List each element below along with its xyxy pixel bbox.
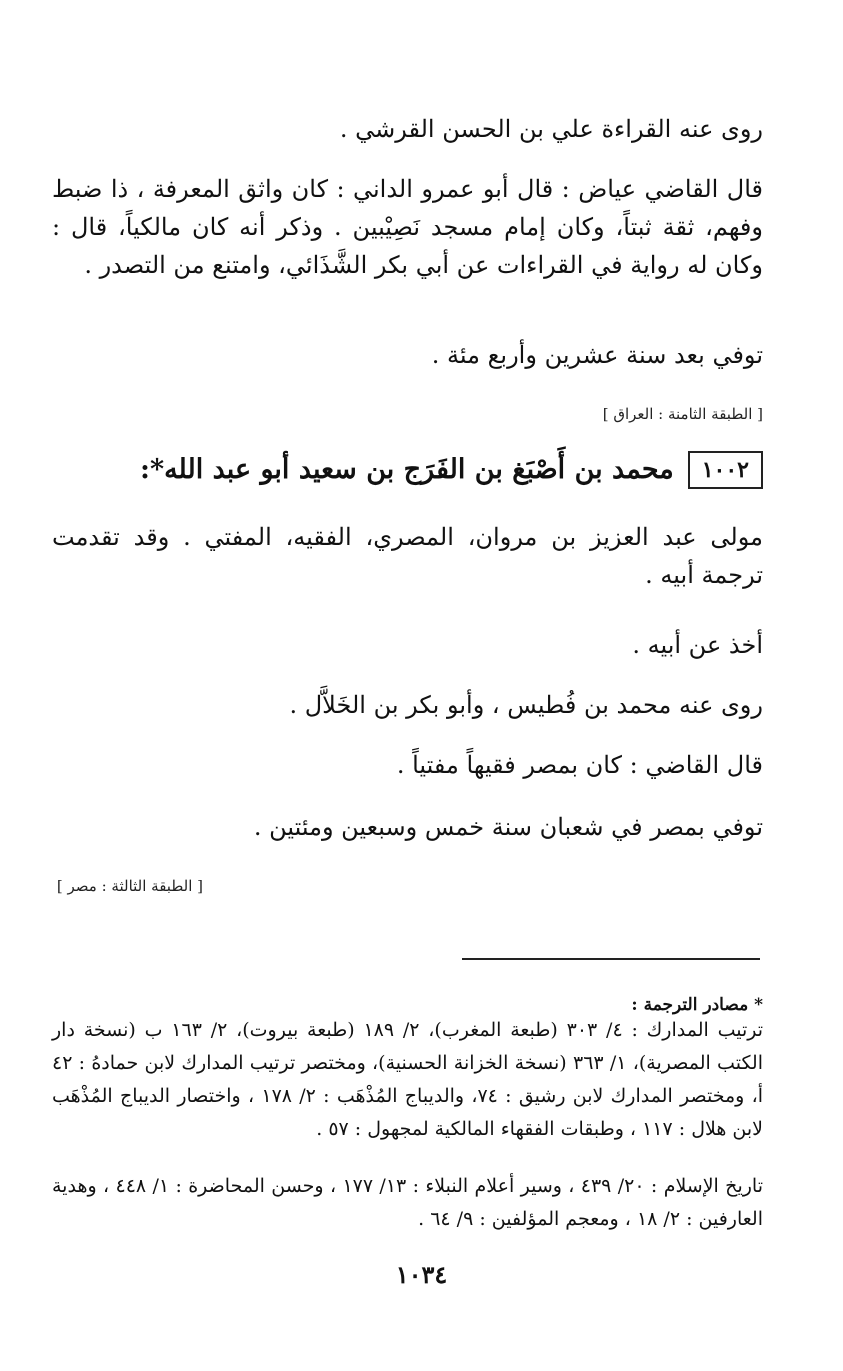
footnote-sources-2: تاريخ الإسلام : ٢٠/ ٤٣٩ ، وسير أعلام النبلاء : ١٣/ ١٧٧ ، وحسن المحاضرة : ١/ ٤٤٨ ، وهدية العارفين : ٢/ ١٨ ، ومعجم المؤلفين : ٩/ ٦٤ . — [52, 1175, 763, 1230]
paragraph-students: روى عنه محمد بن فُطيس ، وأبو بكر بن الخَلاَّل . — [289, 691, 763, 719]
footnote-title: * مصادر الترجمة : — [631, 995, 763, 1015]
paragraph-death: توفي بعد سنة عشرين وأربع مئة . — [431, 341, 763, 369]
page-number: ١٠٣٤ — [395, 1260, 448, 1289]
footnote-separator — [462, 958, 760, 960]
tabaqa-tag: [ الطبقة الثامنة : العراق ] — [602, 405, 763, 423]
paragraph-death-2: توفي بمصر في شعبان سنة خمس وسبعين ومئتين . — [253, 813, 763, 841]
footnote-sources-1: ترتيب المدارك : ٤/ ٣٠٣ (طبعة المغرب)، ٢/ ١٨٩ (طبعة بيروت)، ٢/ ١٦٣ ب (نسخة دار الكتب المصرية)، ١/ ٣٦٣ (نسخة الخزانة الحسنية)، ومختصر ترتيب المدارك لابن حمادهُ : ٤٢ أ، ومختصر المدارك لابن رشيق : ٧٤، والديباج المُذْهَب : ٢/ ١٧٨ ، واختصار الديباج المُذْهَب لابن هلال : ١١٧ ، وطبقات الفقهاء المالكية لمجهول : ٥٧ . — [52, 1019, 764, 1140]
entry-heading — [140, 447, 763, 493]
paragraph-qadi-iyad: قال القاضي عياض : قال أبو عمرو الداني : كان واثق المعرفة ، ذا ضبط وفهم، ثقة ثبتاً، وكان إمام مسجد نَصِيْبين . وذكر أنه كان مالكياً، قال : وكان له رواية في القراءات عن أبي بكر الشَّذَائي، وامتنع من التصدر . — [52, 175, 763, 279]
tabaqa-tag-2: [ الطبقة الثالثة : مصر ] — [56, 877, 203, 895]
paragraph-narrator: روى عنه القراءة علي بن الحسن القرشي . — [339, 115, 763, 143]
paragraph-teacher: أخذ عن أبيه . — [632, 631, 763, 659]
paragraph-qadi: قال القاضي : كان بمصر فقيهاً مفتياً . — [396, 751, 763, 779]
entry-number-box: ١٠٠٢ — [688, 451, 763, 489]
paragraph-mawla: مولى عبد العزيز بن مروان، المصري، الفقيه، المفتي . وقد تقدمت ترجمة أبيه . — [52, 523, 763, 589]
entry-title: محمد بن أَصْبَغ بن الفَرَج بن سعيد أبو عبد الله*: — [140, 454, 674, 485]
